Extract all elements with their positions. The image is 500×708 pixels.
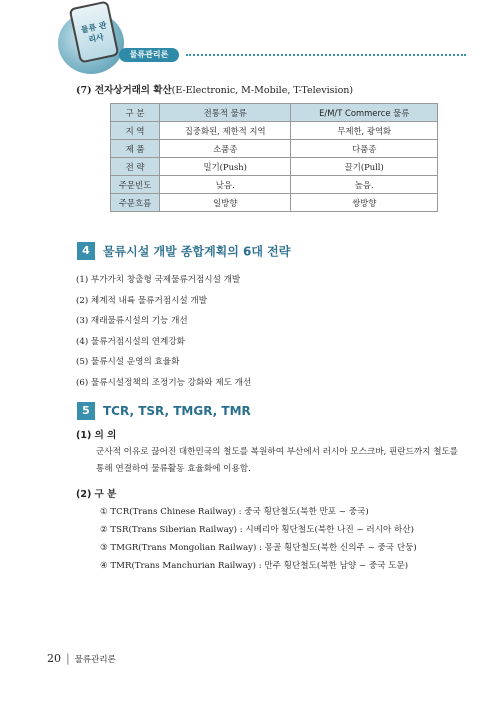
strategy-list: [76, 270, 251, 393]
row-header-cell: 주문빈도: [111, 176, 160, 194]
section-4-heading: [77, 242, 290, 260]
table-cell: 밀기(Push): [160, 158, 291, 176]
comparison-table: [110, 103, 438, 212]
list-item: ① TCR(Trans Chinese Railway) : 중국 횡단철도(북한 만포 ~ 중국): [100, 507, 369, 517]
list-item: (5) 물류시설 운영의 효율화: [76, 357, 180, 367]
page-header: [0, 0, 500, 70]
row-header-cell: 제 품: [111, 140, 160, 158]
table-cell: 집중화된, 제한적 지역: [160, 122, 291, 140]
row-header-cell: 전 략: [111, 158, 160, 176]
table-cell: 다품종: [291, 140, 438, 158]
list-item: ② TSR(Trans Siberian Railway) : 시베리아 횡단철도(북한 나진 ~ 러시아 하산): [100, 525, 415, 535]
list-item: (4) 물류거점시설의 연계강화: [76, 336, 185, 347]
table-header-cell: 구 분: [111, 104, 160, 122]
table-cell: 쌍방향: [291, 194, 438, 212]
table-heading-sub: (E-Electronic, M-Mobile, T-Television): [171, 85, 354, 96]
header-dotted-divider: [186, 54, 466, 56]
table-heading: [76, 82, 353, 96]
row-header-cell: 지 역: [111, 122, 160, 140]
railway-list: [100, 503, 417, 575]
list-item: (6) 물류시설정책의 조정기능 강화와 제도 개선: [76, 377, 252, 388]
list-item: (3) 재래물류시설의 기능 개선: [76, 316, 188, 326]
page-footer: [47, 652, 116, 665]
section-5-heading: [77, 402, 251, 420]
table-cell: 소품종: [160, 140, 291, 158]
list-item: (1) 부가가치 창출형 국제물류거점시설 개발: [76, 275, 241, 285]
table-cell: 끌기(Pull): [291, 158, 438, 176]
logo-text: 물류 관리사: [80, 20, 108, 45]
list-item: ③ TMGR(Trans Mongolian Railway) : 몽골 횡단철도(북한 신의주 ~ 중국 단둥): [100, 543, 417, 553]
page-number: 20: [47, 652, 61, 665]
section-label: 물류관리론: [119, 48, 179, 62]
section-number-badge: 4: [77, 242, 95, 260]
table-row: [111, 140, 438, 158]
meaning-heading: (1) 의 의: [76, 430, 117, 441]
footer-separator: |: [66, 652, 70, 665]
footer-book-title: 물류관리론: [74, 655, 116, 665]
section-title: 물류시설 개발 종합계획의 6대 전략: [103, 244, 291, 259]
table-header-row: [111, 104, 438, 122]
table-cell: 일방향: [160, 194, 291, 212]
table-header-cell: 전통적 물류: [160, 104, 291, 122]
meaning-paragraph: 군사적 이유로 끊어진 대한민국의 철도를 복원하여 부산에서 러시아 모스크바, 핀란드까지 철도를 통해 연결하여 물류활동 효율화에 이용함.: [96, 447, 459, 474]
section-number-badge: 5: [77, 402, 95, 420]
table-row: [111, 122, 438, 140]
table-row: [111, 176, 438, 194]
row-header-cell: 주문흐름: [111, 194, 160, 212]
section-title: TCR, TSR, TMGR, TMR: [103, 404, 251, 418]
table-cell: 낮음.: [160, 176, 291, 194]
division-heading: (2) 구 분: [76, 489, 117, 500]
table-cell: 높음.: [291, 176, 438, 194]
table-heading-main: (7) 전자상거래의 확산: [76, 85, 172, 96]
table-row: [111, 158, 438, 176]
table-row: [111, 194, 438, 212]
list-item: ④ TMR(Trans Manchurian Railway) : 만주 횡단철도(북한 남양 ~ 중국 도문): [100, 561, 409, 571]
list-item: (2) 체계적 내륙 물류거점시설 개발: [76, 295, 208, 306]
table-header-cell: E/M/T Commerce 물류: [291, 104, 438, 122]
table-cell: 무제한, 광역화: [291, 122, 438, 140]
